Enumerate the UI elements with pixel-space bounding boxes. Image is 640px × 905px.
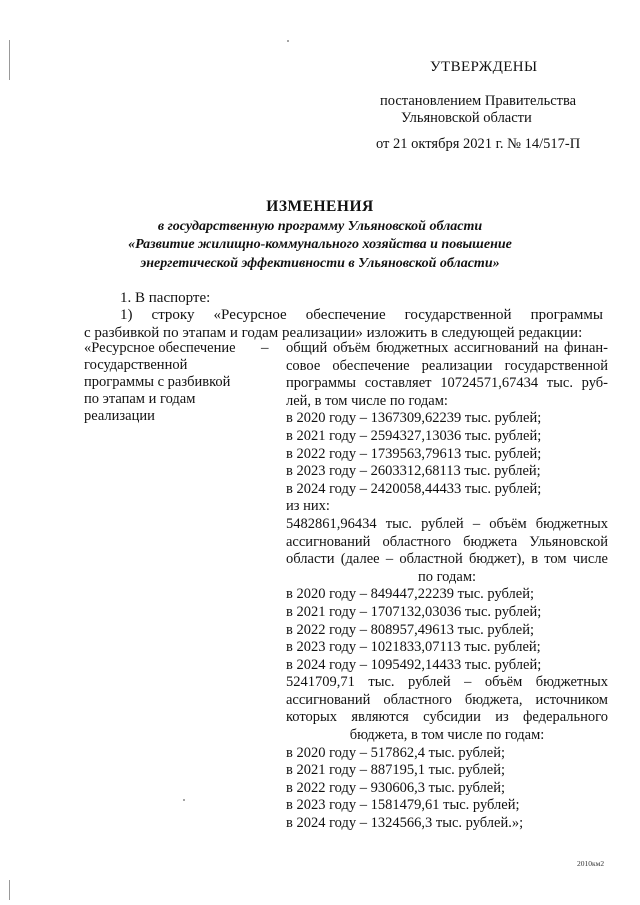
- amendment-line-2: с разбивкой по этапам и годам реализации» изложить в следующей редакции:: [84, 325, 583, 341]
- federal-year-line: в 2023 году – 1581479,61 тыс. рублей;: [286, 797, 520, 814]
- amendment-paragraph: [84, 306, 603, 342]
- regional-line: области (далее – областной бюджет), в том числе: [286, 551, 608, 568]
- total-year-line: в 2024 году – 2420058,44433 тыс. рублей;: [286, 480, 542, 497]
- decree-date-number: от 21 октября 2021 г. № 14/517-П: [376, 136, 581, 152]
- federal-line: которых являются субсидии из федерального: [286, 709, 608, 726]
- resource-row-label: [84, 340, 274, 425]
- label-line: государственной: [84, 357, 188, 373]
- decree-line-2: Ульяновской области: [401, 110, 532, 126]
- federal-year-line: в 2021 году – 887195,1 тыс. рублей;: [286, 762, 506, 779]
- total-year-line: в 2022 году – 1739563,79613 тыс. рублей;: [286, 445, 542, 462]
- label-line: по этапам и годам: [84, 391, 196, 407]
- regional-line: ассигнований областного бюджета Ульяновской: [286, 533, 608, 550]
- intro-line: общий объём бюджетных ассигнований на финан-: [286, 340, 608, 356]
- document-title: ИЗМЕНЕНИЯ: [266, 198, 374, 215]
- row-dash: –: [261, 340, 269, 356]
- federal-year-line: в 2022 году – 930606,3 тыс. рублей;: [286, 779, 506, 796]
- resource-row-content: [286, 340, 608, 833]
- federal-year-line: в 2024 году – 1324566,3 тыс. рублей.»;: [286, 815, 524, 832]
- title-subline-1: в государственную программу Ульяновской области: [157, 219, 483, 234]
- title-subline-3: энергетической эффективности в Ульяновской области»: [140, 256, 500, 271]
- regional-year-line: в 2020 году – 849447,22239 тыс. рублей;: [286, 586, 535, 603]
- regional-year-line: в 2024 году – 1095492,14433 тыс. рублей;: [286, 656, 542, 673]
- passport-paragraph: 1. В паспорте:: [120, 290, 211, 306]
- label-line: программы с разбивкой: [84, 374, 231, 390]
- scan-speck: [183, 799, 185, 801]
- label-line: «Ресурсное обеспечение: [84, 340, 236, 356]
- regional-year-line: в 2023 году – 1021833,07113 тыс. рублей;: [286, 639, 541, 656]
- total-year-line: в 2023 году – 2603312,68113 тыс. рублей;: [286, 463, 541, 480]
- label-line: реализации: [84, 408, 155, 424]
- regional-line: по годам:: [417, 568, 477, 585]
- regional-year-line: в 2021 году – 1707132,03036 тыс. рублей;: [286, 603, 542, 620]
- decree-line-1: постановлением Правительства: [380, 93, 577, 109]
- of-which-label: из них:: [286, 498, 330, 515]
- amendment-line-1: 1) строку «Ресурсное обеспечение государственной программы: [120, 307, 603, 323]
- total-year-line: в 2020 году – 1367309,62239 тыс. рублей;: [286, 410, 542, 427]
- regional-year-line: в 2022 году – 808957,49613 тыс. рублей;: [286, 621, 535, 638]
- scan-edge-mark: [9, 880, 10, 900]
- title-subline-2: «Развитие жилищно-коммунального хозяйства и повышение: [128, 237, 512, 252]
- scan-speck: [287, 40, 289, 42]
- total-year-line: в 2021 году – 2594327,13036 тыс. рублей;: [286, 427, 542, 444]
- federal-line: 5241709,71 тыс. рублей – объём бюджетных: [286, 674, 608, 691]
- intro-line: совое обеспечение реализации государственной: [286, 357, 608, 374]
- regional-line: 5482861,96434 тыс. рублей – объём бюджетных: [286, 515, 608, 532]
- federal-line: ассигнований областного бюджета, источником: [286, 691, 608, 708]
- intro-line: лей, в том числе по годам:: [286, 392, 448, 409]
- intro-line: программы составляет 10724571,67434 тыс. руб-: [286, 375, 608, 392]
- federal-line: бюджета, в том числе по годам:: [349, 727, 545, 744]
- approved-heading: УТВЕРЖДЕНЫ: [430, 59, 538, 75]
- footer-code: 2010км2: [577, 859, 605, 868]
- federal-year-line: в 2020 году – 517862,4 тыс. рублей;: [286, 744, 506, 761]
- scan-edge-mark: [9, 40, 10, 80]
